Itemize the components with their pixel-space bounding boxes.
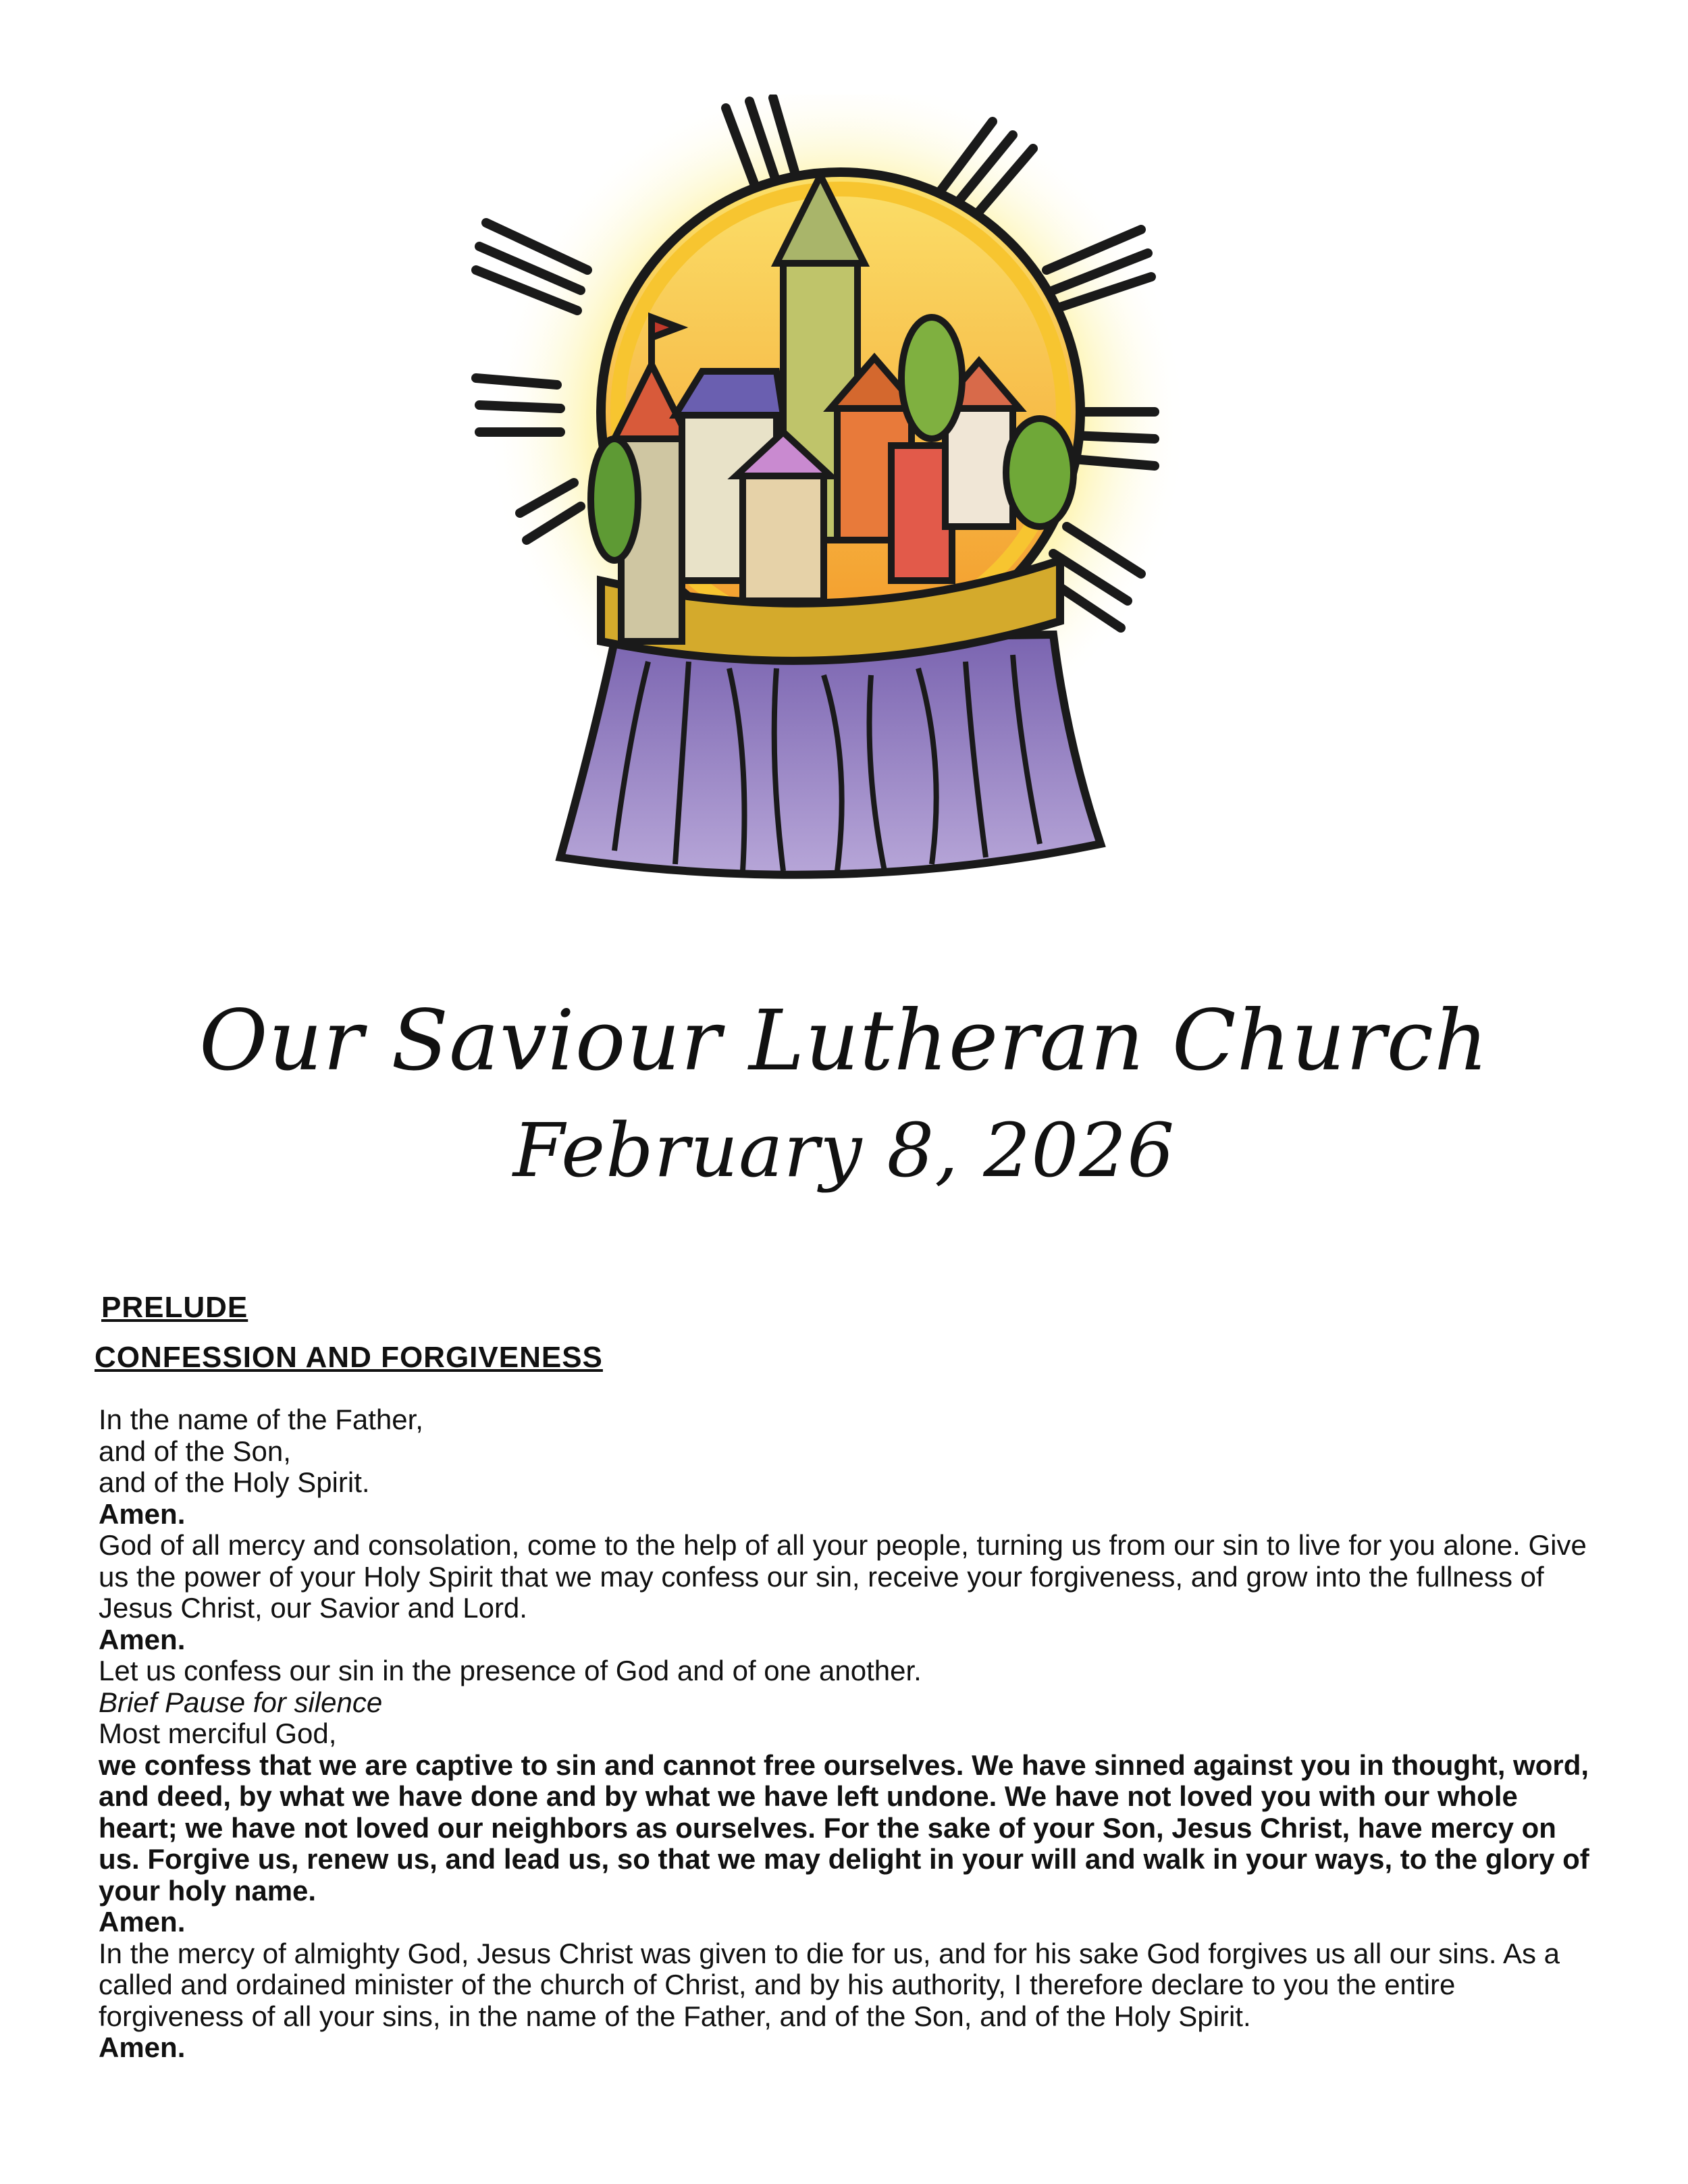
liturgy-text	[99, 1404, 1604, 2064]
prelude-heading: PRELUDE	[101, 1291, 248, 1324]
service-date: February 8, 2026	[512, 1107, 1176, 1194]
amen-response: Amen.	[99, 1623, 186, 1655]
confession-prayer: we confess that we are captive to sin and cannot free ourselves. We have sinned against you in thought, word, and deed, by what we have done and by what we have left undone. We have not loved you with our whole heart; we have not loved our neighbors as ourselves. For the sake of your Son, Jesus Christ, have mercy on us. Forgive us, renew us, and lead us, so that we may delight in your will and walk in your ways, to the glory of your holy name.	[99, 1749, 1589, 1907]
silence-rubric: Brief Pause for silence	[99, 1686, 383, 1718]
opening-prayer: God of all mercy and consolation, come to the help of all your people, turning us from our sin to live for you alone. Give us the power of your Holy Spirit that we may confess our sin, receive your forgiveness, and grow into the fullness of Jesus Christ, our Savior and Lord.	[99, 1529, 1587, 1624]
invocation-line-2: and of the Son,	[99, 1435, 291, 1467]
amen-response: Amen.	[99, 1906, 186, 1938]
church-name: Our Saviour Lutheran Church	[199, 992, 1489, 1090]
confession-invitation: Let us confess our sin in the presence of God and of one another.	[99, 1655, 922, 1686]
city-on-a-hill-logo	[459, 95, 1222, 905]
invocation-line-3: and of the Holy Spirit.	[99, 1466, 370, 1498]
confession-forgiveness-heading: CONFESSION AND FORGIVENESS	[95, 1341, 603, 1374]
confession-address: Most merciful God,	[99, 1717, 337, 1749]
absolution: In the mercy of almighty God, Jesus Christ was given to die for us, and for his sake God forgives us all our sins. As a called and ordained minister of the church of Christ, and by his authority, I therefore declare to you the entire forgiveness of all your sins, in the name of the Father, and of the Son, and of the Holy Spirit.	[99, 1937, 1560, 2032]
invocation-line-1: In the name of the Father,	[99, 1404, 423, 1435]
rock-hill	[560, 635, 1101, 875]
amen-response: Amen.	[99, 1497, 186, 1530]
amen-response: Amen.	[99, 2031, 186, 2063]
